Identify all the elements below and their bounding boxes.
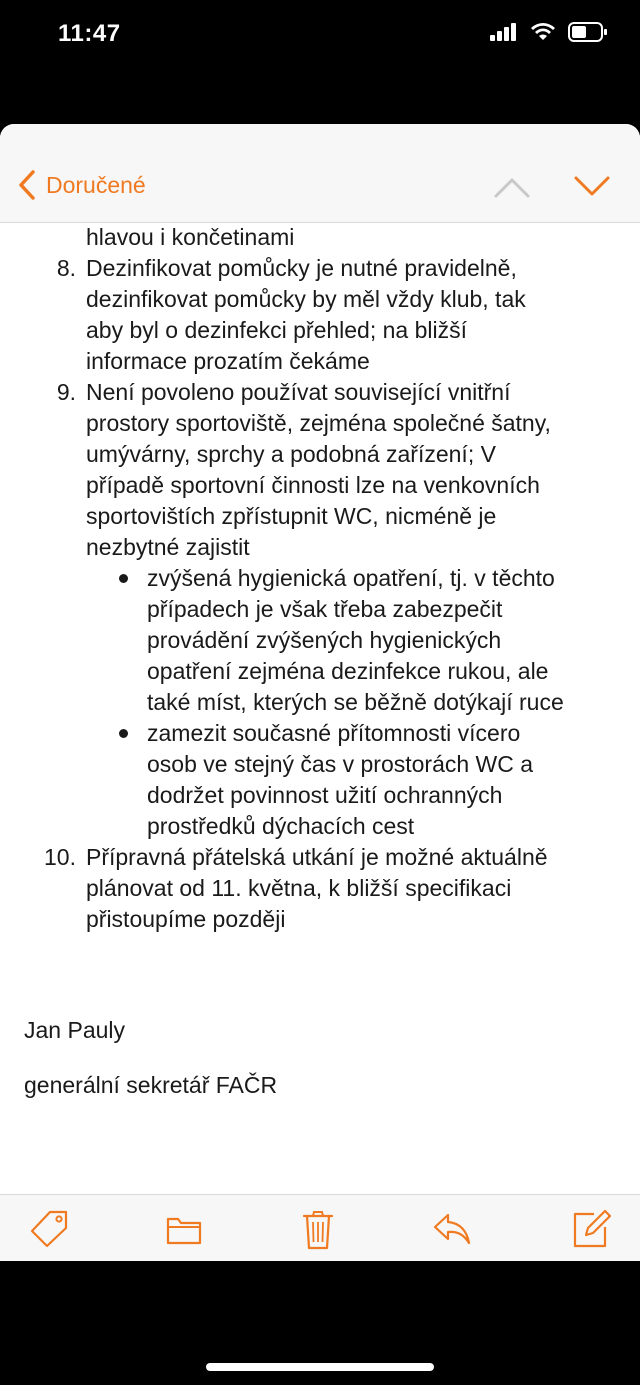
body-line: sportovištích zpřístupnit WC, nicméně je [86,503,497,529]
body-line: nezbytné zajistit [86,534,250,560]
body-line: Přípravná přátelská utkání je možné aktuálně [86,844,548,870]
list-number: 8. [56,255,76,281]
body-line: Dezinfikovat pomůcky je nutné pravidelně, [86,255,517,281]
trash-icon[interactable] [302,1209,334,1251]
bullet-marker [119,729,128,738]
bottom-toolbar [0,1194,640,1261]
body-line: zvýšená hygienická opatření, tj. v těchto [147,565,555,591]
cellular-signal-icon [490,23,518,41]
body-line: osob ve stejný čas v prostorách WC a [147,751,534,777]
body-line: dodržet povinnost užití ochranných [147,782,503,808]
body-line: prostory sportoviště, zejména společné šatny, [86,410,551,436]
body-line: také míst, kterých se běžně dotýkají ruce [147,689,564,715]
compose-icon[interactable] [572,1209,612,1249]
reply-icon[interactable] [432,1209,472,1249]
message-body [0,222,640,1194]
status-icons [490,22,608,42]
back-button[interactable] [18,170,146,200]
body-line: umývárny, sprchy a podobná zařízení; V [86,441,496,467]
mail-sheet [0,124,640,1261]
list-number: 10. [44,844,76,870]
navigation-bar [0,124,640,223]
folder-icon[interactable] [166,1209,202,1249]
body-line: dezinfikovat pomůcky by měl vždy klub, tak [86,286,526,312]
status-bar [0,0,640,70]
body-line: informace prozatím čekáme [86,348,370,374]
tag-icon[interactable] [28,1209,70,1249]
chevron-left-icon [18,170,36,200]
message-navigation [494,176,610,198]
body-line: hlavou i končetinami [86,224,295,250]
body-line: případě sportovní činnosti lze na venkovních [86,472,540,498]
chevron-down-icon[interactable] [574,176,610,198]
body-line: přistoupíme později [86,906,286,932]
body-line: opatření zejména dezinfekce rukou, ale [147,658,549,684]
battery-icon [568,22,608,42]
body-line: plánovat od 11. května, k bližší specifikaci [86,875,512,901]
body-line: provádění zvýšených hygienických [147,627,502,653]
home-indicator[interactable] [206,1363,434,1371]
bullet-marker [119,574,128,583]
status-time: 11:47 [58,20,121,47]
body-line: zamezit současné přítomnosti vícero [147,720,521,746]
signature-name: Jan Pauly [24,1017,126,1043]
wifi-icon [530,22,556,42]
body-line: případech je však třeba zabezpečit [147,596,503,622]
body-line: Není povoleno používat související vnitřní [86,379,511,405]
body-line: aby byl o dezinfekci přehled; na bližší [86,317,467,343]
list-number: 9. [56,379,76,405]
back-label: Doručené [46,171,146,198]
body-line: prostředků dýchacích cest [147,813,415,839]
signature-title: generální sekretář FAČR [24,1072,278,1098]
chevron-up-icon[interactable] [494,176,530,198]
